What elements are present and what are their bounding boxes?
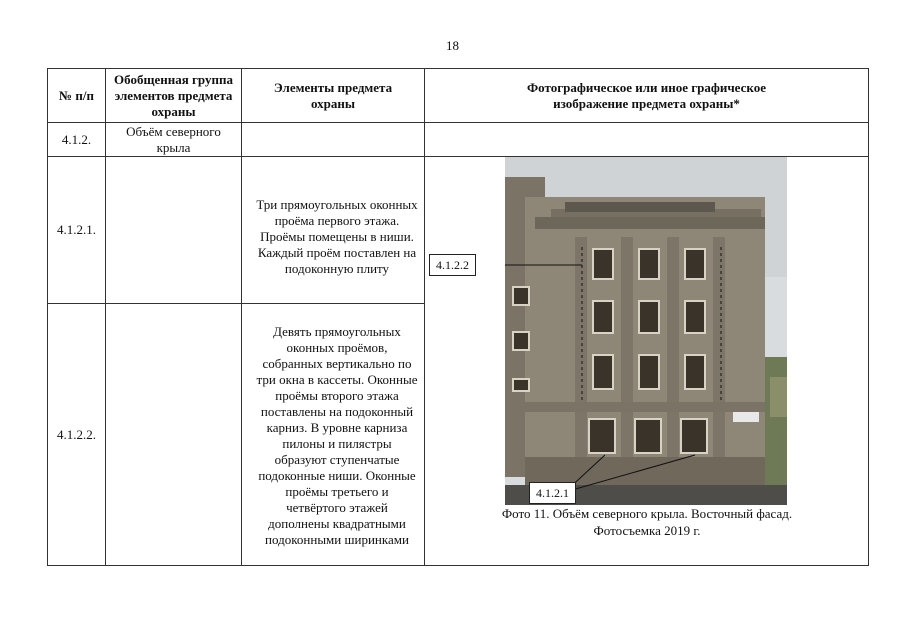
row-group	[106, 157, 242, 304]
row-photo-empty	[425, 123, 869, 157]
photo-caption: Фото 11. Объём северного крыла. Восточный фасад. Фотосъемка 2019 г.	[501, 506, 793, 538]
callout-lower: 4.1.2.1	[529, 482, 576, 504]
row-elements	[242, 123, 425, 157]
table-row	[48, 157, 869, 304]
table-header-row	[48, 69, 869, 123]
header-num: № п/п	[48, 69, 106, 123]
row-num: 4.1.2.1.	[48, 157, 106, 304]
row-num: 4.1.2.	[48, 123, 106, 157]
photo-cell	[425, 157, 869, 566]
protection-table	[47, 68, 869, 566]
table-row	[48, 123, 869, 157]
callout-upper: 4.1.2.2	[429, 254, 476, 276]
header-elements: Элементы предмета охраны	[242, 69, 425, 123]
row-elements: Три прямоугольных оконных проёма первого этажа. Проёмы помещены в ниши. Каждый проём поставлен на подоконную плиту	[242, 157, 425, 304]
header-group: Обобщенная группа элементов предмета охраны	[106, 69, 242, 123]
building-photo	[505, 157, 787, 505]
row-group	[106, 304, 242, 566]
header-photo: Фотографическое или иное графическое изображение предмета охраны*	[425, 69, 869, 123]
row-elements: Девять прямоугольных оконных проёмов, собранных вертикально по три окна в кассеты. Оконные проёмы второго этажа поставлены на подоконный карниз. В уровне карниза пилоны и пилястры образуют ступенчатые подоконные ниши. Оконные проёмы третьего и четвёртого этажей дополнены квадратными подоконными ширинками	[242, 304, 425, 566]
row-num: 4.1.2.2.	[48, 304, 106, 566]
row-group: Объём северного крыла	[106, 123, 242, 157]
page-number: 18	[446, 38, 459, 53]
